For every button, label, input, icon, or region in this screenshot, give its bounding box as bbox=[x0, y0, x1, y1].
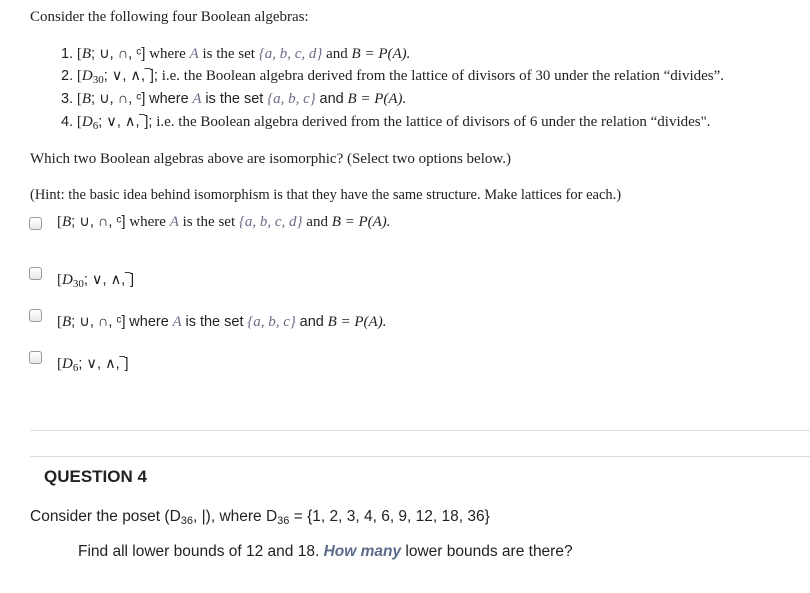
option-4-label[interactable]: [$D_6$; ∨, ∧,‾] bbox=[57, 356, 129, 374]
question-4-poset-text: Consider the poset (D36, |), where D36 = {1, 2, 3, 4, 6, 9, 12, 18, 36} bbox=[30, 508, 490, 527]
option-3-checkbox[interactable] bbox=[29, 309, 42, 322]
option-1-label[interactable]: [B; ∪, ∩, ᶜ] where A is the set {a, b, c, d} and B = P(A). bbox=[57, 214, 391, 230]
hint-text: (Hint: the basic idea behind isomorphism is that they have the same structure. Make lattices for each.) bbox=[30, 187, 622, 203]
list-item-1: 1. [B; ∪, ∩, ᶜ] where A is the set {a, b, c, d} and B = P(A). bbox=[61, 46, 411, 62]
option-1-checkbox[interactable] bbox=[29, 217, 42, 230]
list-item-2: 2. [$D_{30}$; ∨, ∧,‾]; i.e. the Boolean algebra derived from the lattice of divisors of 30 under the relation “divides”. bbox=[61, 68, 725, 86]
item-number: 1. bbox=[61, 46, 74, 62]
emphasis-text: How many bbox=[323, 543, 402, 560]
question-4-title: QUESTION 4 bbox=[44, 467, 147, 486]
question-4-prompt: Find all lower bounds of 12 and 18. How many lower bounds are there? bbox=[78, 543, 573, 560]
question-text: Which two Boolean algebras above are isomorphic? (Select two options below.) bbox=[30, 151, 511, 167]
list-item-4: 4. [$D_6$; ∨, ∧,‾]; i.e. the Boolean algebra derived from the lattice of divisors of 6 under the relation “divides". bbox=[61, 114, 711, 132]
option-2-label[interactable]: [$D_{30}$; ∨, ∧,‾] bbox=[57, 272, 135, 290]
list-item-3: 3. [B; ∪, ∩, ᶜ] where A is the set {a, b, c} and B = P(A). bbox=[61, 91, 407, 107]
item-number: 3. bbox=[61, 91, 74, 107]
item-number: 4. bbox=[61, 114, 74, 130]
divider bbox=[30, 456, 810, 457]
option-4-checkbox[interactable] bbox=[29, 351, 42, 364]
option-2-checkbox[interactable] bbox=[29, 267, 42, 280]
item-number: 2. bbox=[61, 68, 74, 84]
divider bbox=[30, 430, 810, 431]
option-3-label[interactable]: [B; ∪, ∩, ᶜ] where A is the set {a, b, c} and B = P(A). bbox=[57, 314, 387, 330]
intro-text: Consider the following four Boolean algebras: bbox=[30, 9, 309, 25]
